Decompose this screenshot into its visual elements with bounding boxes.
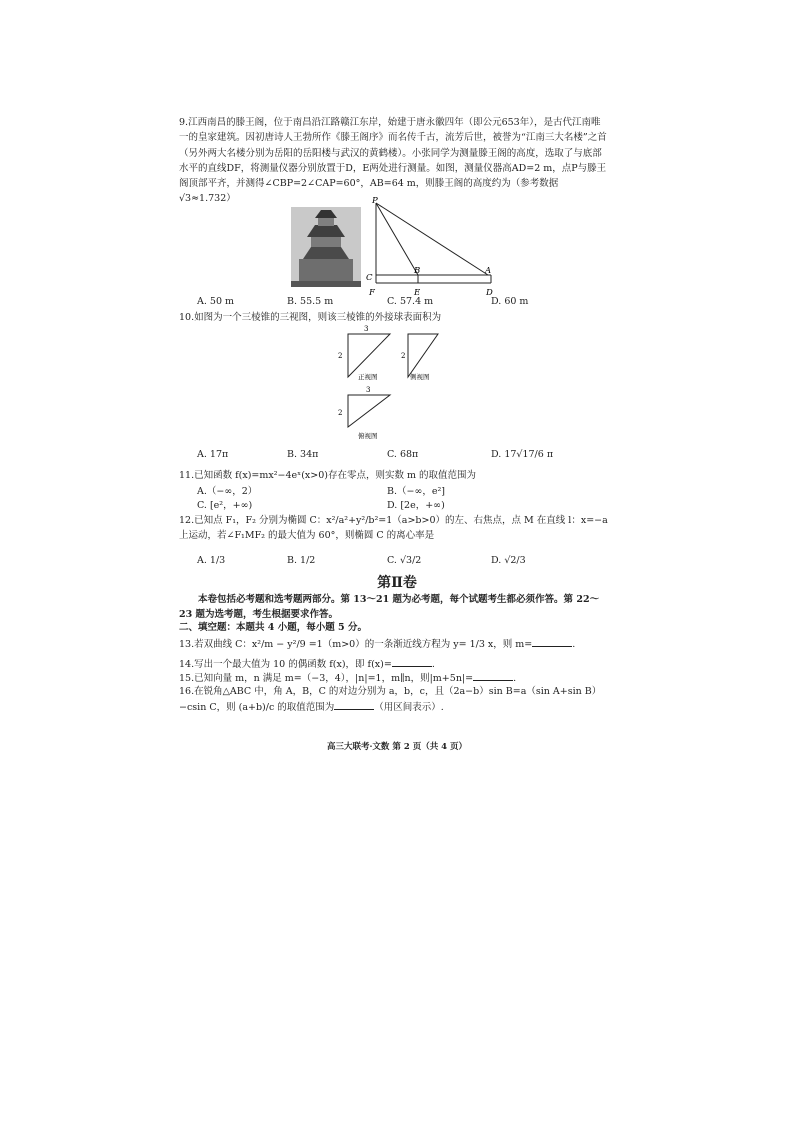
- q9-option-a[interactable]: A. 50 m: [197, 296, 235, 307]
- section-2-intro: 本卷包括必考题和选考题两部分。第 13～21 题为必考题，每个试题考生都必须作答。第 22～23 题为选考题，考生根据要求作答。: [179, 594, 600, 621]
- q10-option-c[interactable]: C. 68π: [387, 449, 419, 460]
- top-view-label: 俯视图: [358, 432, 378, 440]
- question-15-text: 15.已知向量 m，n 满足 m=（−3，4），|n|=1，m∥n，则|m+5n|=: [179, 673, 474, 684]
- q16-answer-blank[interactable]: [334, 699, 374, 710]
- fill-blank-heading: 二、填空题：本题共 4 小题，每小题 5 分。: [179, 622, 367, 633]
- question-13: [179, 636, 609, 652]
- measurement-figure: [363, 195, 508, 300]
- q13-answer-blank[interactable]: [532, 636, 572, 647]
- q12-option-a[interactable]: A. 1/3: [197, 555, 226, 566]
- q12-option-c[interactable]: C. √3/2: [387, 555, 422, 566]
- tengwang-pavilion-photo: [291, 207, 361, 287]
- question-16: [179, 684, 609, 716]
- section-2-title: 第Ⅱ卷: [377, 575, 417, 591]
- q9-option-b[interactable]: B. 55.5 m: [287, 296, 334, 307]
- q9-option-d[interactable]: D. 60 m: [491, 296, 529, 307]
- q11-option-c[interactable]: C. [e²，+∞): [197, 500, 253, 511]
- q12-option-d[interactable]: D. √2/3: [491, 555, 526, 566]
- label-C: C: [366, 273, 373, 283]
- q10-option-a[interactable]: A. 17π: [197, 449, 229, 460]
- q11-option-b[interactable]: B.（−∞，e²]: [387, 486, 446, 497]
- label-A: A: [485, 266, 492, 276]
- question-11-text: 11.已知函数 f(x)=mx²−4eˣ(x>0)存在零点，则实数 m 的取值范围为: [179, 470, 477, 481]
- label-E: E: [414, 288, 421, 298]
- question-14-text: 14.写出一个最大值为 10 的偶函数 f(x)，即 f(x)=: [179, 659, 392, 670]
- top-dim-w: 3: [366, 386, 371, 394]
- side-dim-h: 2: [401, 352, 406, 360]
- three-views-figure: [335, 322, 455, 442]
- side-view-label: 侧视图: [410, 373, 430, 381]
- q10-option-d[interactable]: D. 17√17/6 π: [491, 449, 554, 460]
- question-14-tail: .: [431, 659, 435, 670]
- question-16-text: 16.在锐角△ABC 中，角 A，B，C 的对边分别为 a，b，c，且（2a−b）sin B=a（sin A+sin B）−csin C，则 (a+b)/c 的取值范围为: [179, 686, 602, 714]
- q15-answer-blank[interactable]: [473, 670, 513, 681]
- q11-option-a[interactable]: A.（−∞，2）: [197, 486, 258, 497]
- q11-option-d[interactable]: D. [2e，+∞): [387, 500, 445, 511]
- question-9-text: 9.江西南昌的滕王阁，位于南昌沿江路赣江东岸，始建于唐永徽四年（即公元653年），是古代江南唯一的皇家建筑。因初唐诗人王勃所作《滕王阁序》而名传千古，流芳后世，被誉为“江南三大名楼”之首（另外两大名楼分别为岳阳的岳阳楼与武汉的黄鹤楼）。小张同学为测量滕王阁的高度，选取了与底部水平的直线DF，将测量仪器分别放置于D，E两处进行测量。如图，测量仪器高AD=2 m，点P与滕王阁顶部平齐，并测得∠CBP=2∠CAP=60°，AB=64 m，则滕王阁的高度约为（参考数据√3≈1.732）: [179, 117, 607, 205]
- front-view-label: 正视图: [358, 373, 378, 381]
- question-13-tail: .: [572, 639, 576, 650]
- page-footer: 高三大联考·文数 第 2 页（共 4 页）: [326, 742, 468, 752]
- question-10-text: 10.如图为一个三棱锥的三视图，则该三棱锥的外接球表面积为: [179, 312, 442, 323]
- question-15-tail: .: [513, 673, 517, 684]
- question-16-tail: （用区间表示）.: [374, 702, 444, 714]
- front-dim-h: 2: [338, 352, 343, 360]
- q14-answer-blank[interactable]: [392, 656, 432, 667]
- q9-option-c[interactable]: C. 57.4 m: [387, 296, 434, 307]
- front-dim-w: 3: [364, 325, 369, 333]
- question-12-text: 12.已知点 F₁，F₂ 分别为椭圆 C：x²/a²+y²/b²=1（a>b>0）的左、右焦点，点 M 在直线 l：x=−a 上运动，若∠F₁MF₂ 的最大值为 60°，则椭圆 C 的离心率是: [179, 515, 608, 542]
- q10-option-b[interactable]: B. 34π: [287, 449, 319, 460]
- top-dim-h: 2: [338, 409, 343, 417]
- label-F: F: [369, 288, 375, 298]
- q12-option-b[interactable]: B. 1/2: [287, 555, 316, 566]
- label-B: B: [414, 266, 421, 276]
- label-D: D: [486, 288, 493, 298]
- question-13-text: 13.若双曲线 C：x²/m − y²/9 =1（m>0）的一条渐近线方程为 y= 1/3 x，则 m=: [179, 639, 533, 650]
- label-P: P: [372, 196, 378, 206]
